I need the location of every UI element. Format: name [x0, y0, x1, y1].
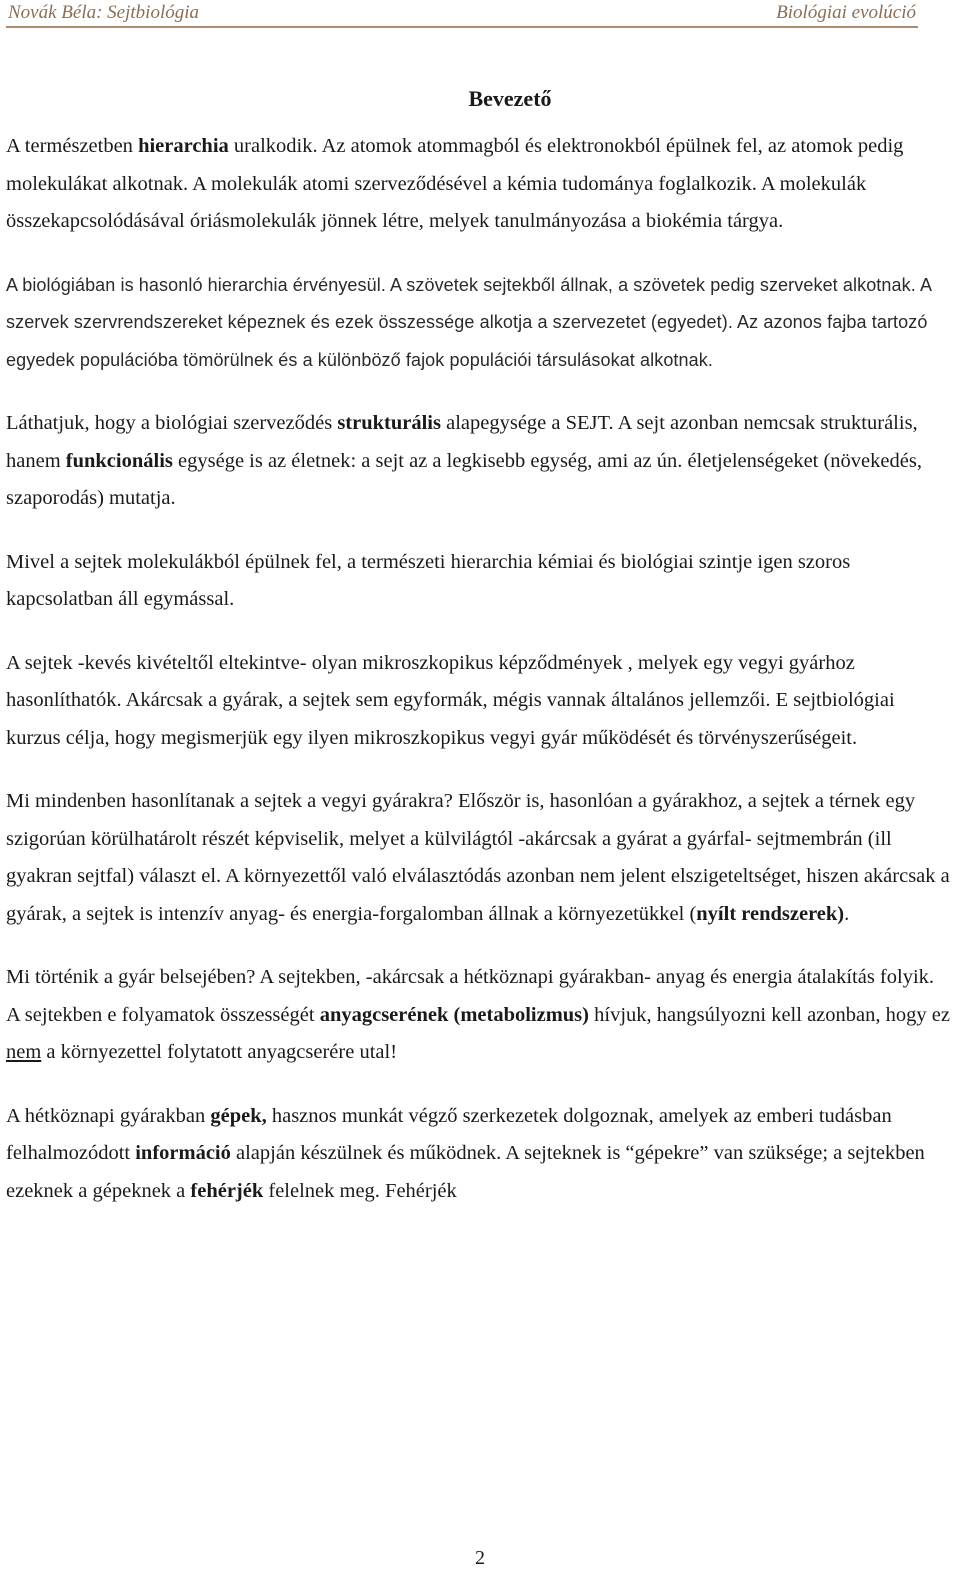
page-number: 2 [475, 1547, 485, 1569]
bold-term: hierarchia [138, 135, 229, 157]
paragraph-3: Láthatjuk, hogy a biológiai szerveződés strukturális alapegysége a SEJT. A sejt azonban nemcsak strukturális, hanem funkcionális egysége is az életnek: a sejt az a legkisebb egység, ami az ún. életjelenségeket (növekedés, szaporodás) mutatja. [6, 412, 922, 509]
bold-term: fehérjék [190, 1179, 264, 1202]
paragraph-4: Mivel a sejtek molekulákból épülnek fel, a természeti hierarchia kémiai és biológiai szintje igen szoros kapcsolatban áll egymással. [6, 550, 851, 610]
bold-term: strukturális [337, 412, 441, 434]
paragraph-1: A természetben hierarchia uralkodik. Az atomok atommagból és elektronokból épülnek fel, az atomok pedig molekulákat alkotnak. A molekulák atomi szerveződésével a kémia tudománya foglalkozik. A molekulák összekapcsolódásával óriásmolekulák jönnek létre, melyek tanulmányozása a biokémia tárgya. [6, 135, 904, 232]
header-author-course: Novák Béla: Sejtbiológia [8, 2, 200, 23]
section-title: Bevezető [468, 86, 552, 111]
bold-term: anyagcserének (metabolizmus) [319, 1003, 589, 1026]
paragraph-2: A biológiában is hasonló hierarchia érvényesül. A szövetek sejtekből állnak, a szövetek pedig szerveket alkotnak. A szervek szervrendszereket képeznek és ezek összessége alkotja a szervezetet (egyedet). Az azonos fajba tartozó egyedek populációba tömörülnek és a különböző fajok populációi társulásokat alkotnak. [6, 274, 932, 370]
bold-term: gépek, [210, 1104, 267, 1127]
header-chapter: Biológiai evolúció [776, 2, 916, 23]
bold-term: funkcionális [65, 449, 173, 472]
paragraph-8: A hétköznapi gyárakban gépek, hasznos munkát végző szerkezetek dolgoznak, amelyek az emberi tudásban felhalmozódott információ alapján készülnek és működnek. A sejteknek is “gépekre” van szüksége; a sejtekben ezeknek a gépeknek a fehérjék felelnek meg. Fehérjék [6, 1104, 925, 1202]
page-header [0, 0, 960, 26]
bold-term: nyílt rendszerek) [696, 902, 845, 925]
paragraph-7: Mi történik a gyár belsejében? A sejtekben, -akárcsak a hétköznapi gyárakban- anyag és energia átalakítás folyik. A sejtekben e folyamatok összességét anyagcserének (metabolizmus) hívjuk, hangsúlyozni kell azonban, hogy ez nem a környezettel folytatott anyagcserére utal! [6, 966, 950, 1063]
header-rule [6, 26, 918, 28]
body-text [6, 128, 950, 1210]
paragraph-6: Mi mindenben hasonlítanak a sejtek a vegyi gyárakra? Először is, hasonlóan a gyárakhoz, a sejtek a térnek egy szigorúan körülhatárolt részét képviselik, melyet a külvilágtól -akárcsak a gyárat a gyárfal- sejtmembrán (ill gyakran sejtfal) választ el. A környezettől való elválasztódás azonban nem jelent elszigeteltséget, hiszen akárcsak a gyárak, a sejtek is intenzív anyag- és energia-forgalomban állnak a környezetükkel (nyílt rendszerek). [6, 790, 950, 925]
paragraph-5: A sejtek -kevés kivételtől eltekintve- olyan mikroszkopikus képződmények , melyek egy vegyi gyárhoz hasonlíthatók. Akárcsak a gyárak, a sejtek sem egyformák, mégis vannak általános jellemzői. E sejtbiológiai kurzus célja, hogy megismerjük egy ilyen mikroszkopikus vegyi gyár működését és törvényszerűségeit. [6, 651, 895, 749]
underlined-word: nem [6, 1041, 42, 1063]
bold-term: információ [135, 1142, 231, 1164]
